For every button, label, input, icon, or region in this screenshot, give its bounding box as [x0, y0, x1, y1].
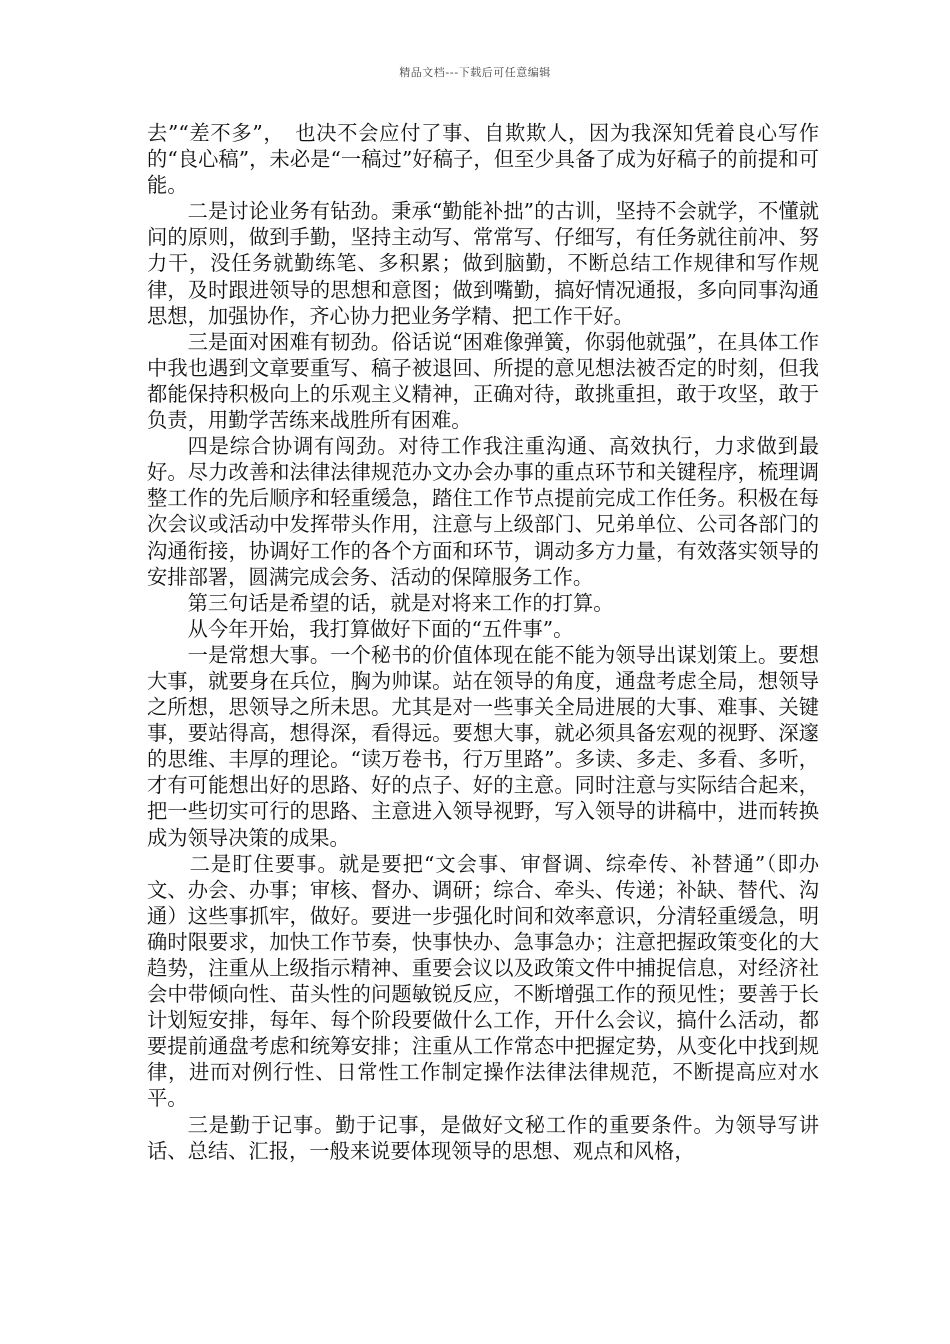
paragraph: 三是勤于记事。勤于记事，是做好文秘工作的重要条件。为领导写讲话、总结、汇报，一般来说要体现领导的思想、观点和风格，: [147, 1112, 819, 1163]
paragraph: 二是盯住要事。就是要把“文会事、审督调、综牵传、补替通”（即办文、办会、办事；审核、督办、调研；综合、牵头、传递；补缺、替代、沟通）这些事抓牢，做好。要进一步强化时间和效率意识，分清轻重缓急，明确时限要求，加快工作节奏，快事快办、急事急办；注意把握政策变化的大趋势，注重从上级指示精神、重要会议以及政策文件中捕捉信息，对经济社会中带倾向性、苗头性的问题敏锐反应，不断增强工作的预见性；要善于长计划短安排，每年、每个阶段要做什么工作，开什么会议，搞什么活动，都要提前通盘考虑和统筹安排；注重从工作常态中把握定势，从变化中找到规律，进而对例行性、日常性工作制定操作法律法律规范，不断提高应对水平。: [147, 851, 819, 1111]
paragraph: 一是常想大事。一个秘书的价值体现在能不能为领导出谋划策上。要想大事，就要身在兵位，胸为帅谋。站在领导的角度，通盘考虑全局，想领导之所想，思领导之所未思。尤其是对一些事关全局进展的大事、难事、关键事，要站得高，想得深，看得远。要想大事，就必须具备宏观的视野、深邃的思维、丰厚的理论。“读万卷书，行万里路”。多读、多走、多看、多听，才有可能想出好的思路、好的点子、好的主意。同时注意与实际结合起来，把一些切实可行的思路、主意进入领导视野，写入领导的讲稿中，进而转换成为领导决策的成果。: [147, 642, 819, 850]
paragraph: 第三句话是希望的话，就是对将来工作的打算。: [187, 590, 614, 615]
page-header: 精品文档---下载后可任意编辑: [399, 66, 551, 79]
paragraph-continuation: 去”“差不多”， 也决不会应付了事、自欺欺人，因为我深知凭着良心写作的“良心稿”，未必是“一稿过”好稿子，但至少具备了成为好稿子的前提和可能。: [147, 121, 819, 198]
paragraph: 四是综合协调有闯劲。对待工作我注重沟通、高效执行，力求做到最好。尽力改善和法律法律规范办文办会办事的重点环节和关键程序，梳理调整工作的先后顺序和轻重缓急，踏住工作节点提前完成工作任务。积极在每次会议或活动中发挥带头作用，注意与上级部门、兄弟单位、公司各部门的沟通衔接，协调好工作的各个方面和环节，调动多方力量，有效落实领导的安排部署，圆满完成会务、活动的保障服务工作。: [147, 434, 819, 589]
paragraph: 二是讨论业务有钻劲。秉承“勤能补拙”的古训，坚持不会就学，不懂就问的原则，做到手勤，坚持主动写、常常写、仔细写，有任务就往前冲、努力干，没任务就勤练笔、多积累；做到脑勤，不断总结工作规律和写作规律，及时跟进领导的思想和意图；做到嘴勤，搞好情况通报，多向同事沟通思想，加强协作，齐心协力把业务学精、把工作干好。: [147, 199, 819, 328]
paragraph: 三是面对困难有韧劲。俗话说“困难像弹簧，你弱他就强”，在具体工作中我也遇到文章要重写、稿子被退回、所提的意见想法被否定的时刻，但我都能保持积极向上的乐观主义精神，正确对待，敢挑重担，敢于攻坚，敢于负责，用勤学苦练来战胜所有困难。: [147, 329, 819, 433]
paragraph: 从今年开始，我打算做好下面的“五件事”。: [187, 616, 574, 641]
document-body: [147, 120, 819, 1164]
